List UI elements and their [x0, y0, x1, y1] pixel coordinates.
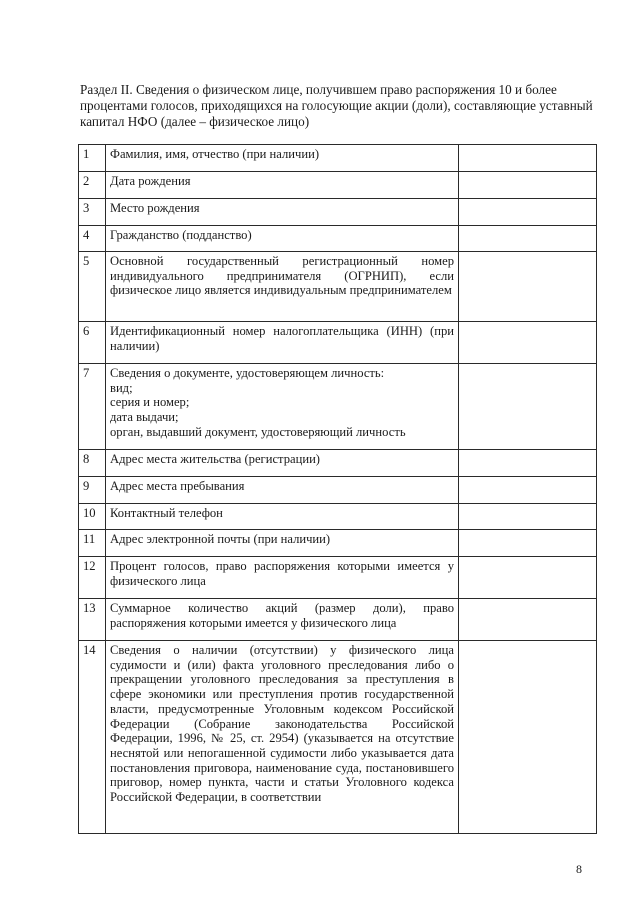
row-value-cell: [459, 504, 597, 530]
table-row: [79, 226, 597, 252]
row-label: Гражданство (подданство): [106, 226, 459, 252]
row-label: Адрес места пребывания: [106, 477, 459, 504]
row-label: Фамилия, имя, отчество (при наличии): [106, 145, 459, 172]
row-value-cell: [459, 641, 597, 834]
row-number: 6: [79, 322, 106, 364]
row-value-cell: [459, 450, 597, 477]
row-value-cell: [459, 599, 597, 641]
row-number: 7: [79, 364, 106, 450]
table-row: [79, 450, 597, 477]
row-number: 13: [79, 599, 106, 641]
row-number: 14: [79, 641, 106, 834]
table-row: [79, 145, 597, 172]
row-number: 5: [79, 252, 106, 322]
row-number: 12: [79, 557, 106, 599]
table-row: [79, 641, 597, 834]
table-row: [79, 557, 597, 599]
table-row: [79, 252, 597, 322]
row-number: 4: [79, 226, 106, 252]
section-title: Раздел II. Сведения о физическом лице, получившем право распоряжения 10 и более процентами голосов, приходящихся на голосующие акции (доли), составляющие уставный капитал НФО (далее – физическое лицо): [80, 82, 593, 129]
row-label-subitem: серия и номер;: [110, 395, 190, 410]
table-row: [79, 504, 597, 530]
row-number: 11: [79, 530, 106, 557]
row-label: Контактный телефон: [106, 504, 459, 530]
row-label-subitem: орган, выдавший документ, удостоверяющий личность: [110, 424, 406, 439]
table-row: [79, 172, 597, 199]
row-label: Идентификационный номер налогоплательщика (ИНН) (при наличии): [106, 322, 459, 364]
row-value-cell: [459, 145, 597, 172]
person-info-table: [78, 144, 597, 834]
table-row: [79, 477, 597, 504]
row-number: 8: [79, 450, 106, 477]
row-label: Сведения о наличии (отсутствии) у физического лица судимости и (или) факта уголовного преследования либо о прекращении уголовного преследования за преступления в сфере экономики или преступления против государственной власти, предусмотренные Уголовным кодексом Российской Федерации (Собрание законодательства Российской Федерации, 1996, № 25, ст. 2954) (указывается на отсутствие неснятой или непогашенной судимости либо указывается дата постановления приговора, наименование суда, постановившего приговор, номер пункта, части и статьи Уголовного кодекса Российской Федерации, в соответствии: [106, 641, 459, 834]
row-number: 10: [79, 504, 106, 530]
row-label-subitem: вид;: [110, 380, 133, 395]
row-label: Основной государственный регистрационный номер индивидуального предпринимателя (ОГРНИП), если физическое лицо является индивидуальным предпринимателем: [106, 252, 459, 322]
row-label: Процент голосов, право распоряжения которыми имеется у физического лица: [106, 557, 459, 599]
row-number: 3: [79, 199, 106, 226]
row-number: 9: [79, 477, 106, 504]
row-value-cell: [459, 172, 597, 199]
row-value-cell: [459, 322, 597, 364]
row-number: 2: [79, 172, 106, 199]
table-row: [79, 364, 597, 450]
row-value-cell: [459, 477, 597, 504]
row-label: Адрес места жительства (регистрации): [106, 450, 459, 477]
row-value-cell: [459, 226, 597, 252]
row-value-cell: [459, 557, 597, 599]
row-label: Адрес электронной почты (при наличии): [106, 530, 459, 557]
row-label-subitem: дата выдачи;: [110, 410, 179, 425]
table-row: [79, 199, 597, 226]
row-label-heading: Сведения о документе, удостоверяющем личность:: [110, 366, 385, 380]
row-value-cell: [459, 199, 597, 226]
row-label: Место рождения: [106, 199, 459, 226]
row-label: Дата рождения: [106, 172, 459, 199]
row-value-cell: [459, 530, 597, 557]
table-row: [79, 322, 597, 364]
row-number: 1: [79, 145, 106, 172]
row-value-cell: [459, 364, 597, 450]
row-label: [106, 364, 459, 450]
table-row: [79, 599, 597, 641]
page-number: 8: [576, 862, 582, 876]
row-label: Суммарное количество акций (размер доли), право распоряжения которыми имеется у физического лица: [106, 599, 459, 641]
row-value-cell: [459, 252, 597, 322]
table-row: [79, 530, 597, 557]
